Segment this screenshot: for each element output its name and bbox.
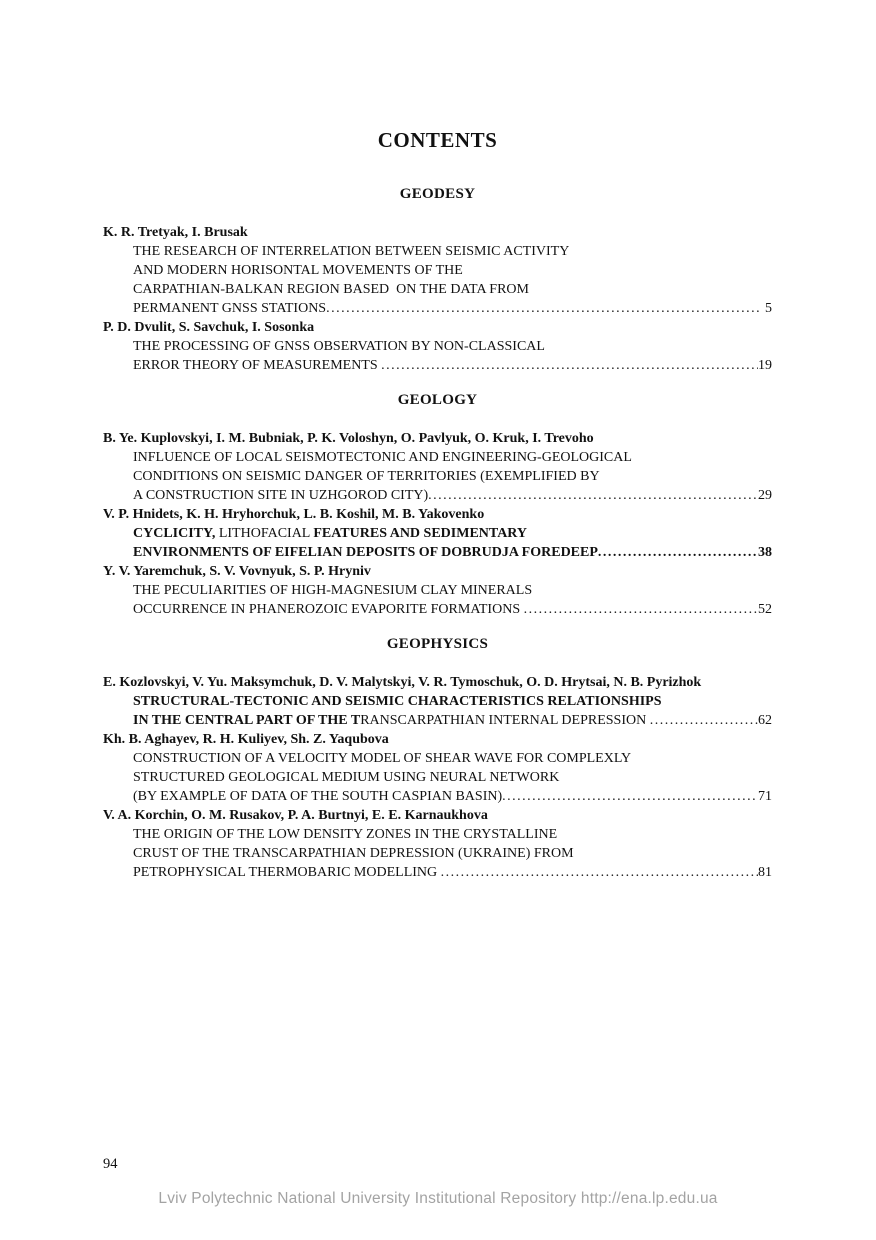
toc-entry	[103, 429, 772, 505]
entry-leader-line	[103, 356, 772, 375]
entry-leader-line	[103, 600, 772, 619]
title-segment-bold: CYCLICITY,	[133, 526, 219, 541]
entry-title-line	[103, 280, 772, 299]
entry-authors: E. Kozlovskyi, V. Yu. Maksymchuk, D. V. Malytskyi, V. R. Tymoschuk, O. D. Hrytsai, N. B. Pyrizhok	[103, 675, 702, 690]
entry-title-line	[103, 337, 772, 356]
title-segment: THE PECULIARITIES OF HIGH-MAGNESIUM CLAY MINERALS	[133, 583, 533, 598]
entry-last-line-text	[133, 543, 598, 562]
entry-page-number: 71	[758, 789, 772, 804]
entry-authors: Y. V. Yaremchuk, S. V. Vovnyuk, S. P. Hryniv	[103, 564, 371, 579]
dot-leader	[381, 356, 758, 375]
entry-page-number: 62	[758, 713, 772, 728]
entry-last-line-text	[133, 299, 326, 318]
entry-authors: B. Ye. Kuplovskyi, I. M. Bubniak, P. K. Voloshyn, O. Pavlyuk, O. Kruk, I. Trevoho	[103, 431, 594, 446]
toc-section	[103, 391, 772, 619]
title-segment: THE ORIGIN OF THE LOW DENSITY ZONES IN THE CRYSTALLINE	[133, 827, 558, 842]
title-segment: THE RESEARCH OF INTERRELATION BETWEEN SEISMIC ACTIVITY	[133, 244, 570, 259]
title-segment: RANSCARPATHIAN INTERNAL DEPRESSION	[360, 713, 650, 728]
entry-page-number: 5	[761, 301, 772, 316]
entry-page-number: 19	[758, 358, 772, 373]
title-segment: LITHOFACIAL	[218, 526, 314, 541]
title-segment: AND MODERN HORISONTAL MOVEMENTS OF THE	[133, 263, 463, 278]
title-segment: OCCURRENCE IN PHANEROZOIC EVAPORITE FORMATIONS	[133, 602, 524, 617]
title-segment: CRUST OF THE TRANSCARPATHIAN DEPRESSION (UKRAINE) FROM	[133, 846, 574, 861]
title-segment-bold: FEATURES AND SEDIMENTARY	[313, 526, 528, 541]
toc-section	[103, 635, 772, 882]
title-segment: A CONSTRUCTION SITE IN UZHGOROD CITY)	[133, 488, 429, 503]
title-segment: STRUCTURED GEOLOGICAL MEDIUM USING NEURAL NETWORK	[133, 770, 560, 785]
entry-last-line-text	[133, 711, 650, 730]
entry-title-line	[103, 825, 772, 844]
entry-last-line-text	[133, 787, 502, 806]
toc-sections	[103, 185, 772, 882]
entry-authors: P. D. Dvulit, S. Savchuk, I. Sosonka	[103, 320, 315, 335]
title-segment: (BY EXAMPLE OF DATA OF THE SOUTH CASPIAN BASIN)	[133, 789, 503, 804]
entry-page-number: 29	[758, 488, 772, 503]
entry-authors: Kh. B. Aghayev, R. H. Kuliyev, Sh. Z. Yaqubova	[103, 732, 389, 747]
section-heading: GEOPHYSICS	[386, 636, 489, 652]
entry-page-number: 81	[758, 865, 772, 880]
title-segment: CARPATHIAN-BALKAN REGION BASED ON THE DATA FROM	[133, 282, 529, 297]
title-segment: ERROR THEORY OF MEASUREMENTS	[133, 358, 382, 373]
entry-leader-line	[103, 863, 772, 882]
toc-entry	[103, 223, 772, 318]
entry-title-line	[103, 524, 772, 543]
title-segment: INFLUENCE OF LOCAL SEISMOTECTONIC AND ENGINEERING-GEOLOGICAL	[133, 450, 632, 465]
entry-authors: K. R. Tretyak, I. Brusak	[103, 225, 248, 240]
title-segment-bold: IN THE CENTRAL PART OF THE T	[133, 713, 361, 728]
dot-leader	[441, 863, 758, 882]
entry-last-line-text	[133, 356, 381, 375]
entry-title-line	[103, 844, 772, 863]
toc-section	[103, 185, 772, 375]
entry-leader-line	[103, 543, 772, 562]
entry-title-line	[103, 581, 772, 600]
dot-leader	[326, 299, 761, 318]
dot-leader	[428, 486, 758, 505]
section-heading: GEOLOGY	[397, 392, 478, 408]
entry-page-number: 52	[758, 602, 772, 617]
dot-leader	[598, 543, 758, 562]
entry-leader-line	[103, 486, 772, 505]
toc-entry	[103, 806, 772, 882]
page-number: 94	[103, 1156, 118, 1172]
entry-title-line	[103, 692, 772, 711]
entry-authors: V. A. Korchin, O. M. Rusakov, P. A. Burtnyi, E. E. Karnaukhova	[103, 808, 488, 823]
toc-entry	[103, 673, 772, 730]
entry-page-number: 38	[758, 545, 772, 560]
toc-entry	[103, 730, 772, 806]
entry-title-line	[103, 242, 772, 261]
repository-footer-text: Lviv Polytechnic National University Institutional Repository http://ena.lp.edu.ua	[158, 1190, 718, 1207]
entry-leader-line	[103, 711, 772, 730]
title-segment: PETROPHYSICAL THERMOBARIC MODELLING	[133, 865, 441, 880]
title-segment: THE PROCESSING OF GNSS OBSERVATION BY NON-CLASSICAL	[133, 339, 545, 354]
entry-leader-line	[103, 787, 772, 806]
toc-entry	[103, 562, 772, 619]
entry-title-line	[103, 448, 772, 467]
entry-last-line-text	[133, 863, 441, 882]
toc-entry	[103, 505, 772, 562]
dot-leader	[650, 711, 758, 730]
page-title: CONTENTS	[377, 128, 498, 152]
entry-authors: V. P. Hnidets, K. H. Hryhorchuk, L. B. Koshil, M. B. Yakovenko	[103, 507, 485, 522]
entry-title-line	[103, 749, 772, 768]
entry-leader-line	[103, 299, 772, 318]
title-segment-bold: STRUCTURAL-TECTONIC AND SEISMIC CHARACTERISTICS RELATIONSHIPS	[133, 694, 662, 709]
title-segment: PERMANENT GNSS STATIONS	[133, 301, 327, 316]
entry-last-line-text	[133, 486, 428, 505]
dot-leader	[524, 600, 758, 619]
entry-title-line	[103, 768, 772, 787]
entry-last-line-text	[133, 600, 524, 619]
dot-leader	[502, 787, 758, 806]
title-segment: CONDITIONS ON SEISMIC DANGER OF TERRITORIES (EXEMPLIFIED BY	[133, 469, 600, 484]
entry-title-line	[103, 467, 772, 486]
title-segment: CONSTRUCTION OF A VELOCITY MODEL OF SHEAR WAVE FOR COMPLEXLY	[133, 751, 632, 766]
section-heading: GEODESY	[399, 186, 476, 202]
entry-title-line	[103, 261, 772, 280]
title-segment-bold: ENVIRONMENTS OF EIFELIAN DEPOSITS OF DOBRUDJA FOREDEEP	[133, 545, 598, 560]
toc-entry	[103, 318, 772, 375]
